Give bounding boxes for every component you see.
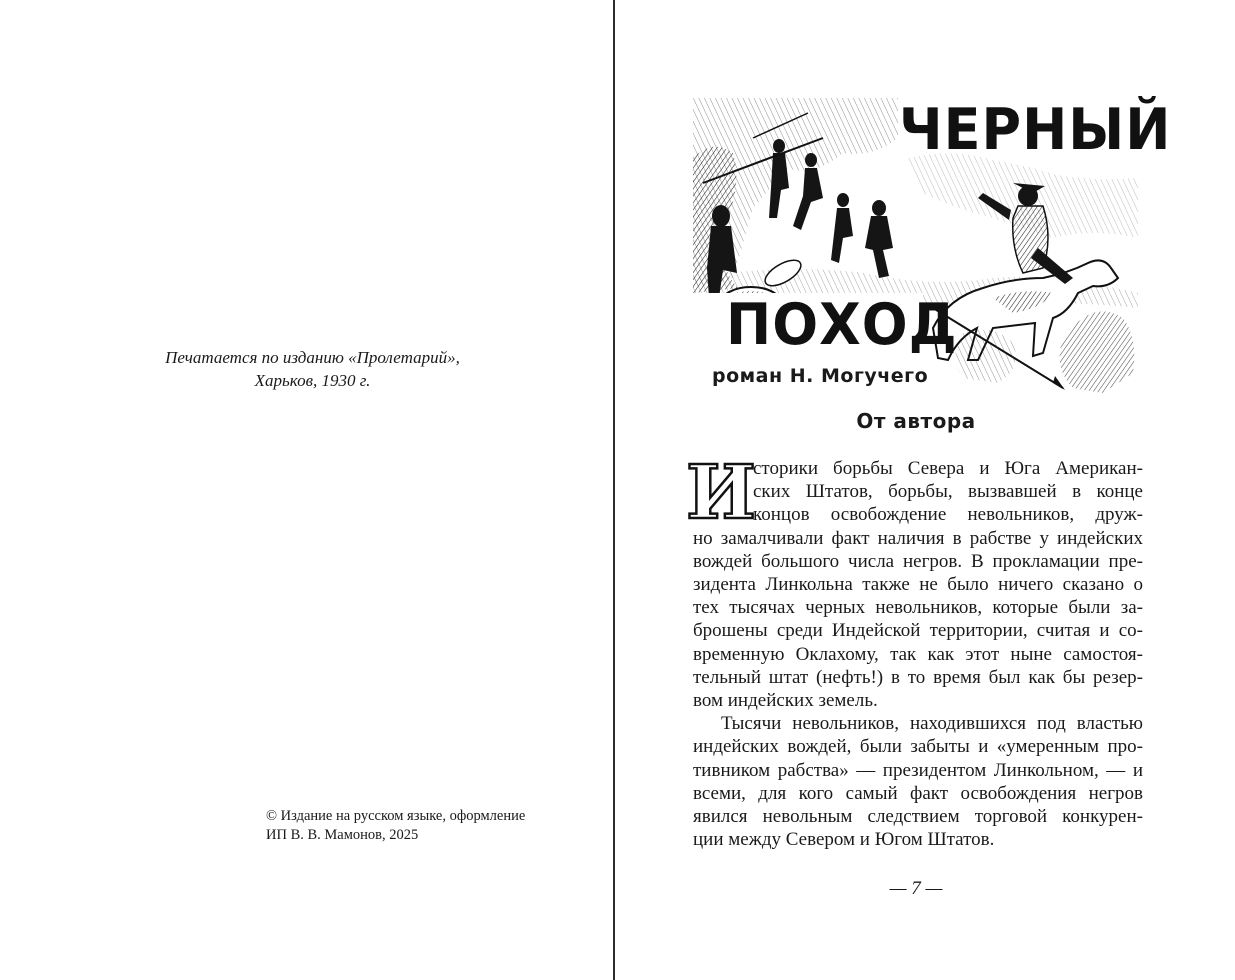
paragraph-1 [693, 457, 1143, 712]
paragraph-2 [693, 712, 1143, 851]
text-line: индейских вождей, были забыты и «умеренным про- [693, 736, 1143, 758]
text-line: вом индейских земель. [693, 690, 878, 712]
page-number: — 7 — [889, 878, 943, 899]
drop-cap-letter: И [686, 450, 756, 536]
edition-note-line: Харьков, 1930 г. [254, 371, 371, 390]
copyright-line: ИП В. В. Мамонов, 2025 [266, 827, 419, 843]
spine-gutter [613, 0, 615, 980]
text-line: тельный штат (нефть!) в то время был как бы резер- [693, 666, 1143, 688]
foreword-text [693, 457, 1143, 851]
title-word-campaign: ПОХОД [726, 291, 958, 358]
text-line: ции между Севером и Югом Штатов. [693, 829, 995, 851]
author-byline: роман Н. Могучего [712, 365, 929, 387]
text-line: зидента Линкольна также не было ничего сказано о [693, 574, 1143, 596]
text-line: ских Штатов, борьбы, вызвавшей в конце [753, 481, 1143, 503]
text-line: тех тысячах черных невольников, которые были за- [693, 597, 1143, 619]
right-page [616, 0, 1235, 980]
copyright-notice [266, 807, 586, 845]
text-line: но замалчивали факт наличия в рабстве у индейских [693, 527, 1143, 549]
text-line: Тысячи невольников, находившихся под властью [721, 713, 1143, 735]
text-line: временную Оклахому, так как этот ныне самостоя- [693, 643, 1143, 665]
text-line: тивником рабства» — президентом Линкольном, — и [693, 759, 1143, 781]
text-line: сторики борьбы Севера и Юга Американ- [753, 458, 1143, 479]
edition-note-line: Печатается по изданию «Пролетарий», [165, 348, 460, 367]
edition-note [100, 346, 525, 392]
text-line: брошены среди Индейской территории, считая и со- [693, 620, 1143, 642]
left-page [0, 0, 614, 980]
title-word-black: ЧЕРНЫЙ [899, 96, 1172, 163]
text-line: вождей большого числа негров. В прокламации пре- [693, 550, 1143, 572]
text-line: концов освобождение невольников, друж- [753, 504, 1143, 526]
text-line: всеми, для кого самый факт освобождения негров [693, 782, 1143, 804]
section-heading: От автора [856, 409, 976, 433]
copyright-line: © Издание на русском языке, оформление [266, 808, 526, 824]
text-line: явился невольным следствием торговой конкурен- [693, 806, 1143, 828]
